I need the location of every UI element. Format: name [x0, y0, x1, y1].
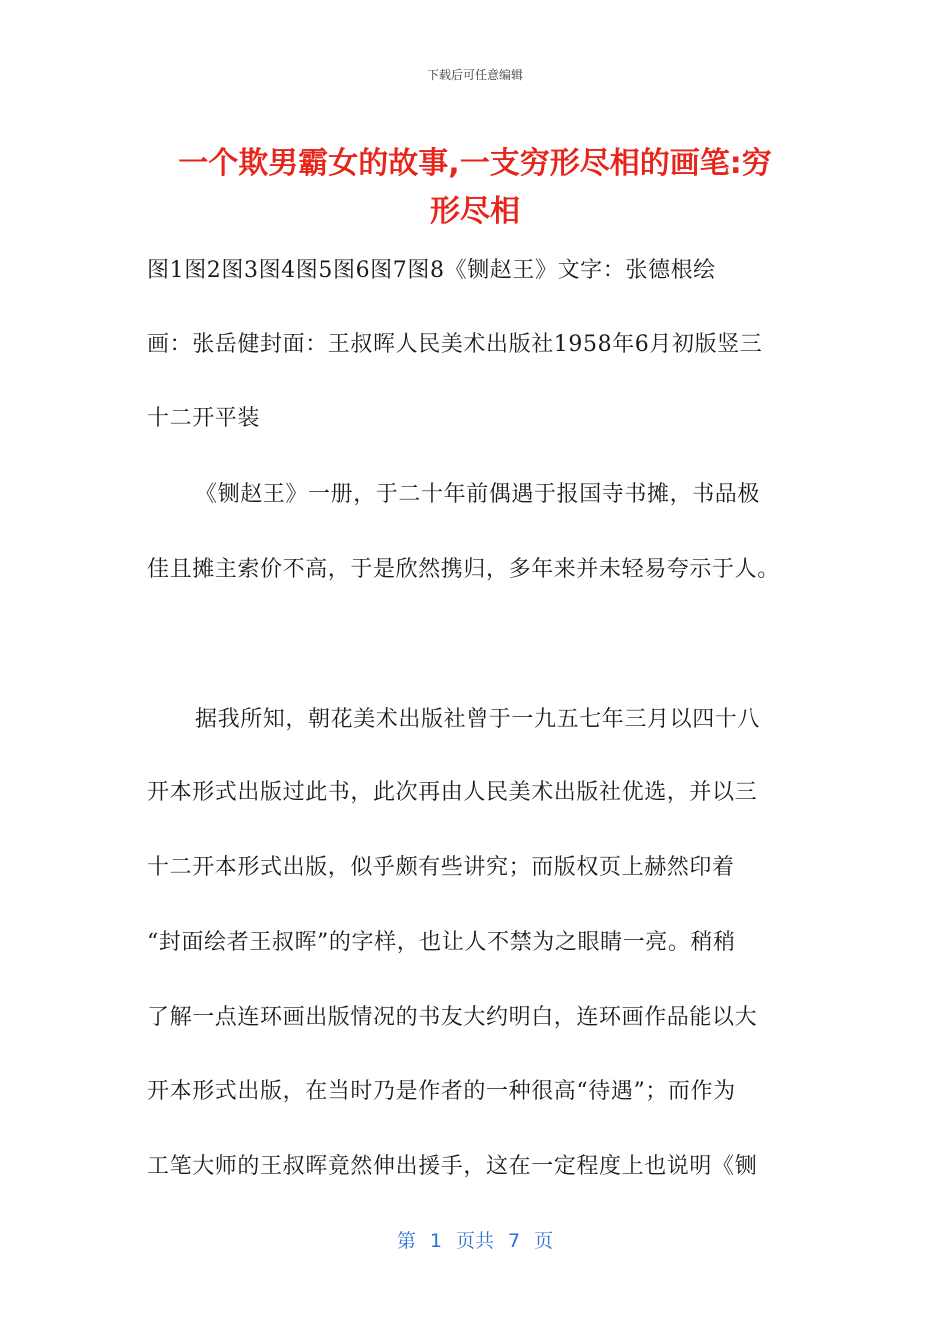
- text-line: 据我所知，朝花美术出版社曾于一九五七年三月以四十八: [195, 707, 761, 732]
- page-footer: [0, 1226, 950, 1253]
- text-line: 画：张岳健封面：王叔晖人民美术出版社1958年6月初版竖三: [147, 332, 763, 357]
- text-line: 《铡赵王》一册，于二十年前偶遇于报国寺书摊，书品极: [195, 482, 761, 507]
- text-line: 了解一点连环画出版情况的书友大约明白，连环画作品能以大: [147, 1005, 758, 1030]
- title-line-2: 形尽相: [430, 194, 520, 229]
- text-line: 十二开平装: [147, 406, 261, 431]
- header-note: 下载后可任意编辑: [426, 68, 523, 82]
- text-line: “封面绘者王叔晖”的字样，也让人不禁为之眼睛一亮。稍稍: [147, 930, 736, 955]
- text-line: 开本形式出版，在当时乃是作者的一种很高“待遇”；而作为: [147, 1079, 736, 1104]
- text-line: 工笔大师的王叔晖竟然伸出援手，这在一定程度上也说明《铡: [147, 1154, 758, 1179]
- footer-middle: 页共: [455, 1230, 494, 1252]
- text-line: 图1图2图3图4图5图6图7图8《铡赵王》文字：张德根绘: [147, 258, 716, 283]
- footer-prefix: 第: [396, 1230, 416, 1252]
- current-page-number: 1: [429, 1230, 442, 1252]
- text-line: 十二开本形式出版，似乎颇有些讲究；而版权页上赫然印着: [147, 855, 735, 880]
- text-line: 开本形式出版过此书，此次再由人民美术出版社优选，并以三: [147, 780, 758, 805]
- total-pages: 7: [508, 1230, 521, 1252]
- text-line: 佳且摊主索价不高，于是欣然携归，多年来并未轻易夸示于人。: [147, 557, 780, 582]
- document-title: [130, 140, 820, 236]
- title-line-1: 一个欺男霸女的故事,一支穷形尽相的画笔:穷: [178, 146, 772, 181]
- footer-suffix: 页: [534, 1230, 554, 1252]
